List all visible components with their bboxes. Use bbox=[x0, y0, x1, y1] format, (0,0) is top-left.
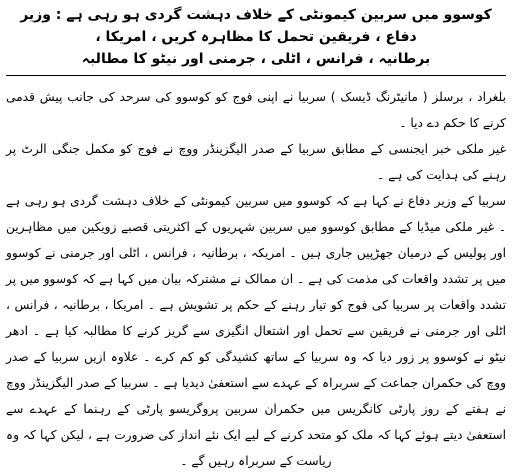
body-paragraph-2: غیر ملکی خبر ایجنسی کے مطابق سربیا کے صدر الیگزینڈر ووچ نے فوج کو مکمل جنگی الرٹ پر رہنے کی ہدایت کی ہے ۔ bbox=[6, 142, 506, 182]
body-paragraph-3: سربیا کے وزیر دفاع نے کہا ہے کہ کوسوو میں سربین کیمونٹی کے خلاف دہشت گردی ہو رہی ہے ۔ غیر ملکی میڈیا کے مطابق کوسوو میں سربین شہریوں کے اکثریتی قصبے زویکین میں مظاہرین اور پولیس کے درمیان جھڑپیں جاری ہیں ۔ امریکہ ، برطانیہ ، فرانس ، اٹلی اور جرمنی نے کوسوو میں پر تشدد واقعات کی مذمت کی ہے ۔ ان ممالک نے مشترکہ بیان میں کہا ہے کہ کوسوو میں پر تشدد واقعات پر سربیا کی فوج کو تیار رہنے کے حکم پر تشویش ہے ۔ امریکا ، برطانیہ ، فرانس ، اٹلی اور جرمنی نے فریقین سے تحمل اور اشتعال انگیزی سے گریز کرنے کا مطالبہ کیا ہے ۔ ادھر نیٹو نے کوسوو پر زور دیا کہ وہ سربیا کے ساتھ کشیدگی کو کم کرے ۔ علاوہ ازیں سربیا کے صدر ووچ کی حکمران جماعت کے سربراہ کے عہدے سے استعفیٰ دیدیا ہے ۔ سربیا کے صدر الیگزینڈر ووچ نے ہفتے کے روز پارٹی کانگریس میں حکمران سربین پروگریسو پارٹی کے رہنما کے عہدے سے استعفیٰ دیتے ہوئے کہا کہ ملک کو متحد کرنے کے لیے ایک نئے انداز کی ضرورت ہے ، لیکن کہا کہ وہ ریاست کے سربراہ رہیں گے ۔ bbox=[6, 194, 506, 468]
headline-divider bbox=[6, 75, 506, 76]
headline-line-2: برطانیہ ، فرانس ، اٹلی ، جرمنی اور نیٹو کا مطالبہ bbox=[81, 51, 431, 67]
headline bbox=[6, 4, 506, 70]
headline-line-1: کوسوو میں سربین کیمونٹی کے خلاف دہشت گردی ہو رہی ہے : وزیر دفاع ، فریقین تحمل کا مظاہرہ کریں ، امریکا ، bbox=[20, 7, 492, 45]
article-body bbox=[6, 84, 506, 468]
body-paragraph-1: بلغراد ، برسلز ( مانیٹرنگ ڈیسک ) سربیا نے اپنی فوج کو کوسوو کی سرحد کی جانب پیش قدمی کرنے کا حکم دے دیا ۔ bbox=[6, 90, 506, 130]
